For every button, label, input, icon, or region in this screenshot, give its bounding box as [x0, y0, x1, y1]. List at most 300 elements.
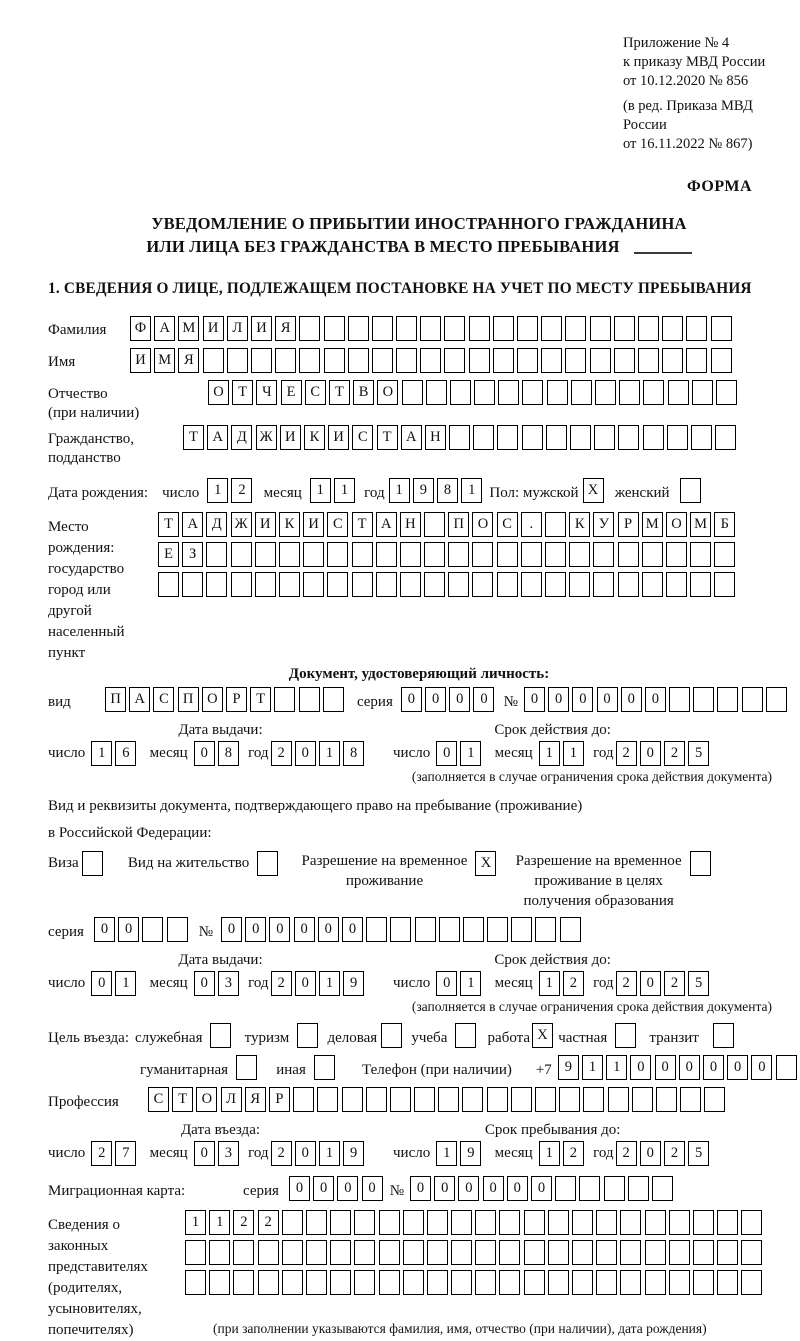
char-cell[interactable] — [472, 542, 493, 567]
char-cell[interactable]: С — [352, 425, 373, 450]
char-cell[interactable] — [372, 348, 393, 373]
birth-year-cells[interactable] — [389, 478, 486, 503]
char-cell[interactable]: 0 — [640, 971, 661, 996]
char-cell[interactable] — [463, 917, 484, 942]
char-cell[interactable]: 5 — [688, 971, 709, 996]
char-cell[interactable] — [427, 1210, 448, 1235]
char-cell[interactable]: . — [521, 512, 542, 537]
char-cell[interactable] — [716, 380, 737, 405]
char-cell[interactable] — [548, 1210, 569, 1235]
char-cell[interactable] — [493, 316, 514, 341]
char-cell[interactable] — [596, 1270, 617, 1295]
char-cell[interactable]: О — [377, 380, 398, 405]
res-valid-year-cells[interactable] — [616, 971, 713, 996]
char-cell[interactable]: 6 — [115, 741, 136, 766]
char-cell[interactable] — [638, 348, 659, 373]
char-cell[interactable]: X — [475, 851, 496, 876]
char-cell[interactable]: 0 — [449, 687, 470, 712]
char-cell[interactable]: 2 — [258, 1210, 279, 1235]
char-cell[interactable]: Т — [158, 512, 179, 537]
char-cell[interactable] — [142, 917, 163, 942]
char-cell[interactable]: 0 — [337, 1176, 358, 1201]
char-cell[interactable] — [306, 1270, 327, 1295]
char-cell[interactable] — [400, 572, 421, 597]
char-cell[interactable]: 1 — [436, 1141, 457, 1166]
char-cell[interactable]: 9 — [460, 1141, 481, 1166]
char-cell[interactable] — [741, 1210, 762, 1235]
char-cell[interactable]: И — [251, 316, 272, 341]
name-cells[interactable] — [130, 348, 735, 373]
char-cell[interactable]: 5 — [688, 741, 709, 766]
char-cell[interactable] — [662, 316, 683, 341]
char-cell[interactable] — [475, 1240, 496, 1265]
char-cell[interactable] — [704, 1087, 725, 1112]
char-cell[interactable]: 0 — [221, 917, 242, 942]
id-number-cells[interactable] — [524, 687, 790, 712]
char-cell[interactable] — [666, 572, 687, 597]
char-cell[interactable] — [403, 1210, 424, 1235]
char-cell[interactable] — [327, 542, 348, 567]
char-cell[interactable]: X — [583, 478, 604, 503]
char-cell[interactable] — [741, 1240, 762, 1265]
id-series-cells[interactable] — [401, 687, 498, 712]
char-cell[interactable] — [293, 1087, 314, 1112]
char-cell[interactable] — [354, 1270, 375, 1295]
char-cell[interactable] — [643, 425, 664, 450]
char-cell[interactable] — [297, 1023, 318, 1048]
char-cell[interactable] — [185, 1270, 206, 1295]
char-cell[interactable] — [594, 425, 615, 450]
char-cell[interactable]: Ж — [256, 425, 277, 450]
char-cell[interactable]: С — [305, 380, 326, 405]
char-cell[interactable]: 0 — [531, 1176, 552, 1201]
char-cell[interactable] — [596, 1240, 617, 1265]
char-cell[interactable]: 1 — [539, 741, 560, 766]
surname-cells[interactable] — [130, 316, 735, 341]
char-cell[interactable]: 1 — [207, 478, 228, 503]
char-cell[interactable] — [662, 348, 683, 373]
char-cell[interactable] — [209, 1240, 230, 1265]
purpose-official-checkbox[interactable] — [210, 1023, 234, 1048]
char-cell[interactable]: Б — [714, 512, 735, 537]
char-cell[interactable] — [541, 316, 562, 341]
purpose-humanitarian-checkbox[interactable] — [236, 1055, 260, 1080]
char-cell[interactable]: 2 — [664, 1141, 685, 1166]
char-cell[interactable]: Т — [172, 1087, 193, 1112]
char-cell[interactable] — [372, 316, 393, 341]
char-cell[interactable] — [424, 542, 445, 567]
char-cell[interactable] — [231, 572, 252, 597]
char-cell[interactable] — [715, 425, 736, 450]
char-cell[interactable]: 1 — [185, 1210, 206, 1235]
char-cell[interactable]: Ч — [256, 380, 277, 405]
res-issue-day-cells[interactable] — [91, 971, 139, 996]
char-cell[interactable] — [381, 1023, 402, 1048]
id-valid-day-cells[interactable] — [436, 741, 484, 766]
char-cell[interactable] — [642, 572, 663, 597]
char-cell[interactable]: 0 — [751, 1055, 772, 1080]
char-cell[interactable] — [583, 1087, 604, 1112]
char-cell[interactable]: Е — [281, 380, 302, 405]
char-cell[interactable] — [604, 1176, 625, 1201]
char-cell[interactable] — [354, 1210, 375, 1235]
char-cell[interactable]: 2 — [91, 1141, 112, 1166]
char-cell[interactable] — [619, 380, 640, 405]
char-cell[interactable]: 0 — [703, 1055, 724, 1080]
char-cell[interactable] — [342, 1087, 363, 1112]
char-cell[interactable]: П — [178, 687, 199, 712]
char-cell[interactable] — [693, 1270, 714, 1295]
char-cell[interactable] — [608, 1087, 629, 1112]
char-cell[interactable] — [299, 687, 320, 712]
char-cell[interactable]: С — [497, 512, 518, 537]
char-cell[interactable] — [524, 1240, 545, 1265]
char-cell[interactable]: А — [207, 425, 228, 450]
char-cell[interactable]: 0 — [342, 917, 363, 942]
char-cell[interactable]: П — [448, 512, 469, 537]
char-cell[interactable] — [420, 316, 441, 341]
char-cell[interactable] — [324, 348, 345, 373]
char-cell[interactable]: У — [593, 512, 614, 537]
char-cell[interactable]: 2 — [563, 1141, 584, 1166]
visa-checkbox[interactable] — [82, 851, 106, 876]
char-cell[interactable] — [403, 1270, 424, 1295]
char-cell[interactable] — [656, 1087, 677, 1112]
phone-cells[interactable] — [558, 1055, 800, 1080]
temp-edu-checkbox[interactable] — [690, 851, 714, 876]
char-cell[interactable] — [645, 1210, 666, 1235]
char-cell[interactable] — [455, 1023, 476, 1048]
char-cell[interactable]: 0 — [294, 917, 315, 942]
char-cell[interactable] — [306, 1210, 327, 1235]
char-cell[interactable]: 1 — [582, 1055, 603, 1080]
birth-month-cells[interactable] — [310, 478, 358, 503]
char-cell[interactable] — [448, 572, 469, 597]
char-cell[interactable] — [376, 542, 397, 567]
char-cell[interactable] — [497, 425, 518, 450]
char-cell[interactable] — [535, 917, 556, 942]
char-cell[interactable] — [352, 542, 373, 567]
guardians-row3-cells[interactable] — [185, 1270, 766, 1295]
char-cell[interactable]: 0 — [94, 917, 115, 942]
char-cell[interactable]: 1 — [461, 478, 482, 503]
char-cell[interactable] — [182, 572, 203, 597]
char-cell[interactable] — [472, 572, 493, 597]
char-cell[interactable] — [497, 542, 518, 567]
char-cell[interactable]: В — [353, 380, 374, 405]
res-valid-day-cells[interactable] — [436, 971, 484, 996]
char-cell[interactable] — [680, 478, 701, 503]
char-cell[interactable] — [275, 348, 296, 373]
char-cell[interactable] — [595, 380, 616, 405]
char-cell[interactable]: Н — [425, 425, 446, 450]
char-cell[interactable]: 2 — [271, 1141, 292, 1166]
char-cell[interactable] — [314, 1055, 335, 1080]
char-cell[interactable]: 2 — [271, 971, 292, 996]
char-cell[interactable] — [714, 572, 735, 597]
id-valid-month-cells[interactable] — [539, 741, 587, 766]
res-series-cells[interactable] — [94, 917, 191, 942]
char-cell[interactable] — [236, 1055, 257, 1080]
purpose-other-checkbox[interactable] — [314, 1055, 338, 1080]
char-cell[interactable]: 3 — [218, 1141, 239, 1166]
char-cell[interactable]: И — [280, 425, 301, 450]
purpose-private-checkbox[interactable] — [615, 1023, 639, 1048]
char-cell[interactable] — [493, 348, 514, 373]
char-cell[interactable]: И — [255, 512, 276, 537]
char-cell[interactable] — [717, 1270, 738, 1295]
char-cell[interactable]: 2 — [616, 971, 637, 996]
char-cell[interactable] — [366, 917, 387, 942]
char-cell[interactable]: 2 — [664, 971, 685, 996]
id-kind-cells[interactable] — [105, 687, 347, 712]
char-cell[interactable]: 0 — [269, 917, 290, 942]
char-cell[interactable] — [475, 1270, 496, 1295]
char-cell[interactable] — [666, 542, 687, 567]
char-cell[interactable]: К — [304, 425, 325, 450]
char-cell[interactable]: 1 — [209, 1210, 230, 1235]
id-issue-month-cells[interactable] — [194, 741, 242, 766]
char-cell[interactable]: К — [279, 512, 300, 537]
char-cell[interactable] — [545, 542, 566, 567]
char-cell[interactable]: Р — [226, 687, 247, 712]
char-cell[interactable]: 2 — [233, 1210, 254, 1235]
char-cell[interactable] — [448, 542, 469, 567]
char-cell[interactable] — [279, 572, 300, 597]
entry-day-cells[interactable] — [91, 1141, 139, 1166]
char-cell[interactable]: 0 — [548, 687, 569, 712]
char-cell[interactable] — [379, 1210, 400, 1235]
id-issue-day-cells[interactable] — [91, 741, 139, 766]
char-cell[interactable] — [473, 425, 494, 450]
char-cell[interactable]: А — [129, 687, 150, 712]
char-cell[interactable] — [638, 316, 659, 341]
char-cell[interactable] — [690, 572, 711, 597]
char-cell[interactable] — [690, 542, 711, 567]
char-cell[interactable] — [521, 542, 542, 567]
char-cell[interactable] — [776, 1055, 797, 1080]
char-cell[interactable] — [618, 542, 639, 567]
char-cell[interactable] — [572, 1240, 593, 1265]
guardians-row1-cells[interactable] — [185, 1210, 766, 1235]
char-cell[interactable] — [299, 348, 320, 373]
residence-permit-checkbox[interactable] — [257, 851, 281, 876]
char-cell[interactable]: 0 — [436, 741, 457, 766]
char-cell[interactable] — [524, 1270, 545, 1295]
char-cell[interactable] — [352, 572, 373, 597]
char-cell[interactable] — [255, 542, 276, 567]
char-cell[interactable]: Я — [178, 348, 199, 373]
char-cell[interactable] — [693, 1240, 714, 1265]
char-cell[interactable] — [279, 542, 300, 567]
char-cell[interactable]: С — [327, 512, 348, 537]
char-cell[interactable]: Т — [250, 687, 271, 712]
char-cell[interactable]: 0 — [194, 741, 215, 766]
char-cell[interactable] — [570, 425, 591, 450]
char-cell[interactable] — [686, 316, 707, 341]
char-cell[interactable]: Р — [269, 1087, 290, 1112]
birthplace-row2-cells[interactable] — [158, 542, 739, 567]
char-cell[interactable]: 2 — [271, 741, 292, 766]
char-cell[interactable] — [396, 348, 417, 373]
char-cell[interactable] — [711, 316, 732, 341]
char-cell[interactable] — [742, 687, 763, 712]
char-cell[interactable] — [535, 1087, 556, 1112]
char-cell[interactable]: 1 — [606, 1055, 627, 1080]
char-cell[interactable]: И — [203, 316, 224, 341]
char-cell[interactable]: 8 — [343, 741, 364, 766]
char-cell[interactable] — [257, 851, 278, 876]
stay-month-cells[interactable] — [539, 1141, 587, 1166]
char-cell[interactable] — [579, 1176, 600, 1201]
char-cell[interactable]: О — [666, 512, 687, 537]
char-cell[interactable] — [521, 572, 542, 597]
char-cell[interactable]: М — [690, 512, 711, 537]
char-cell[interactable]: Л — [227, 316, 248, 341]
patronymic-cells[interactable] — [208, 380, 740, 405]
char-cell[interactable]: 8 — [218, 741, 239, 766]
char-cell[interactable]: X — [532, 1023, 553, 1048]
char-cell[interactable]: 0 — [295, 741, 316, 766]
char-cell[interactable] — [403, 1240, 424, 1265]
char-cell[interactable] — [327, 572, 348, 597]
char-cell[interactable] — [396, 316, 417, 341]
char-cell[interactable] — [741, 1270, 762, 1295]
char-cell[interactable] — [469, 348, 490, 373]
char-cell[interactable] — [330, 1240, 351, 1265]
char-cell[interactable] — [559, 1087, 580, 1112]
char-cell[interactable] — [324, 316, 345, 341]
char-cell[interactable]: 1 — [115, 971, 136, 996]
char-cell[interactable]: 0 — [194, 1141, 215, 1166]
char-cell[interactable]: М — [642, 512, 663, 537]
char-cell[interactable] — [620, 1270, 641, 1295]
char-cell[interactable]: Я — [275, 316, 296, 341]
char-cell[interactable]: 0 — [318, 917, 339, 942]
char-cell[interactable] — [348, 316, 369, 341]
res-valid-month-cells[interactable] — [539, 971, 587, 996]
char-cell[interactable] — [427, 1240, 448, 1265]
char-cell[interactable] — [680, 1087, 701, 1112]
char-cell[interactable]: 0 — [401, 687, 422, 712]
char-cell[interactable] — [593, 542, 614, 567]
char-cell[interactable] — [82, 851, 103, 876]
purpose-business-checkbox[interactable] — [381, 1023, 405, 1048]
char-cell[interactable]: 1 — [319, 971, 340, 996]
char-cell[interactable]: 1 — [91, 741, 112, 766]
char-cell[interactable] — [652, 1176, 673, 1201]
stay-day-cells[interactable] — [436, 1141, 484, 1166]
char-cell[interactable] — [620, 1210, 641, 1235]
char-cell[interactable] — [354, 1240, 375, 1265]
res-number-cells[interactable] — [221, 917, 584, 942]
char-cell[interactable] — [185, 1240, 206, 1265]
citizenship-cells[interactable] — [183, 425, 739, 450]
char-cell[interactable] — [303, 572, 324, 597]
char-cell[interactable]: 9 — [343, 971, 364, 996]
char-cell[interactable] — [668, 380, 689, 405]
char-cell[interactable] — [451, 1210, 472, 1235]
char-cell[interactable] — [642, 542, 663, 567]
char-cell[interactable] — [231, 542, 252, 567]
char-cell[interactable] — [498, 380, 519, 405]
char-cell[interactable]: Л — [221, 1087, 242, 1112]
char-cell[interactable]: 9 — [413, 478, 434, 503]
char-cell[interactable]: Т — [232, 380, 253, 405]
char-cell[interactable]: 0 — [597, 687, 618, 712]
char-cell[interactable]: 0 — [679, 1055, 700, 1080]
char-cell[interactable] — [571, 380, 592, 405]
char-cell[interactable]: 0 — [507, 1176, 528, 1201]
profession-cells[interactable] — [148, 1087, 729, 1112]
char-cell[interactable] — [451, 1240, 472, 1265]
char-cell[interactable]: 1 — [460, 971, 481, 996]
char-cell[interactable] — [548, 1240, 569, 1265]
res-issue-year-cells[interactable] — [271, 971, 368, 996]
char-cell[interactable]: З — [182, 542, 203, 567]
char-cell[interactable] — [449, 425, 470, 450]
char-cell[interactable]: 1 — [334, 478, 355, 503]
char-cell[interactable] — [711, 348, 732, 373]
char-cell[interactable] — [511, 1087, 532, 1112]
char-cell[interactable]: 0 — [655, 1055, 676, 1080]
char-cell[interactable]: К — [569, 512, 590, 537]
char-cell[interactable] — [420, 348, 441, 373]
char-cell[interactable] — [306, 1240, 327, 1265]
char-cell[interactable] — [487, 1087, 508, 1112]
char-cell[interactable] — [522, 425, 543, 450]
char-cell[interactable]: 3 — [218, 971, 239, 996]
char-cell[interactable] — [686, 348, 707, 373]
char-cell[interactable]: 2 — [616, 741, 637, 766]
char-cell[interactable] — [203, 348, 224, 373]
char-cell[interactable]: 0 — [118, 917, 139, 942]
char-cell[interactable] — [444, 348, 465, 373]
char-cell[interactable] — [669, 687, 690, 712]
char-cell[interactable]: Т — [183, 425, 204, 450]
char-cell[interactable] — [569, 542, 590, 567]
char-cell[interactable] — [614, 316, 635, 341]
char-cell[interactable] — [258, 1270, 279, 1295]
guardians-row2-cells[interactable] — [185, 1240, 766, 1265]
char-cell[interactable] — [227, 348, 248, 373]
char-cell[interactable] — [469, 316, 490, 341]
char-cell[interactable] — [691, 425, 712, 450]
char-cell[interactable]: 5 — [688, 1141, 709, 1166]
birthplace-row3-cells[interactable] — [158, 572, 739, 597]
char-cell[interactable]: 0 — [572, 687, 593, 712]
char-cell[interactable]: О — [472, 512, 493, 537]
char-cell[interactable] — [645, 1270, 666, 1295]
char-cell[interactable]: 0 — [295, 1141, 316, 1166]
char-cell[interactable]: 0 — [362, 1176, 383, 1201]
char-cell[interactable] — [499, 1210, 520, 1235]
char-cell[interactable] — [414, 1087, 435, 1112]
char-cell[interactable]: М — [154, 348, 175, 373]
char-cell[interactable]: Р — [618, 512, 639, 537]
char-cell[interactable]: 1 — [539, 971, 560, 996]
char-cell[interactable]: 0 — [289, 1176, 310, 1201]
char-cell[interactable] — [376, 572, 397, 597]
char-cell[interactable]: Д — [231, 425, 252, 450]
char-cell[interactable] — [669, 1270, 690, 1295]
char-cell[interactable]: О — [202, 687, 223, 712]
char-cell[interactable]: 0 — [410, 1176, 431, 1201]
char-cell[interactable] — [487, 917, 508, 942]
temp-residence-checkbox[interactable] — [475, 851, 499, 876]
char-cell[interactable] — [206, 572, 227, 597]
char-cell[interactable] — [717, 1240, 738, 1265]
